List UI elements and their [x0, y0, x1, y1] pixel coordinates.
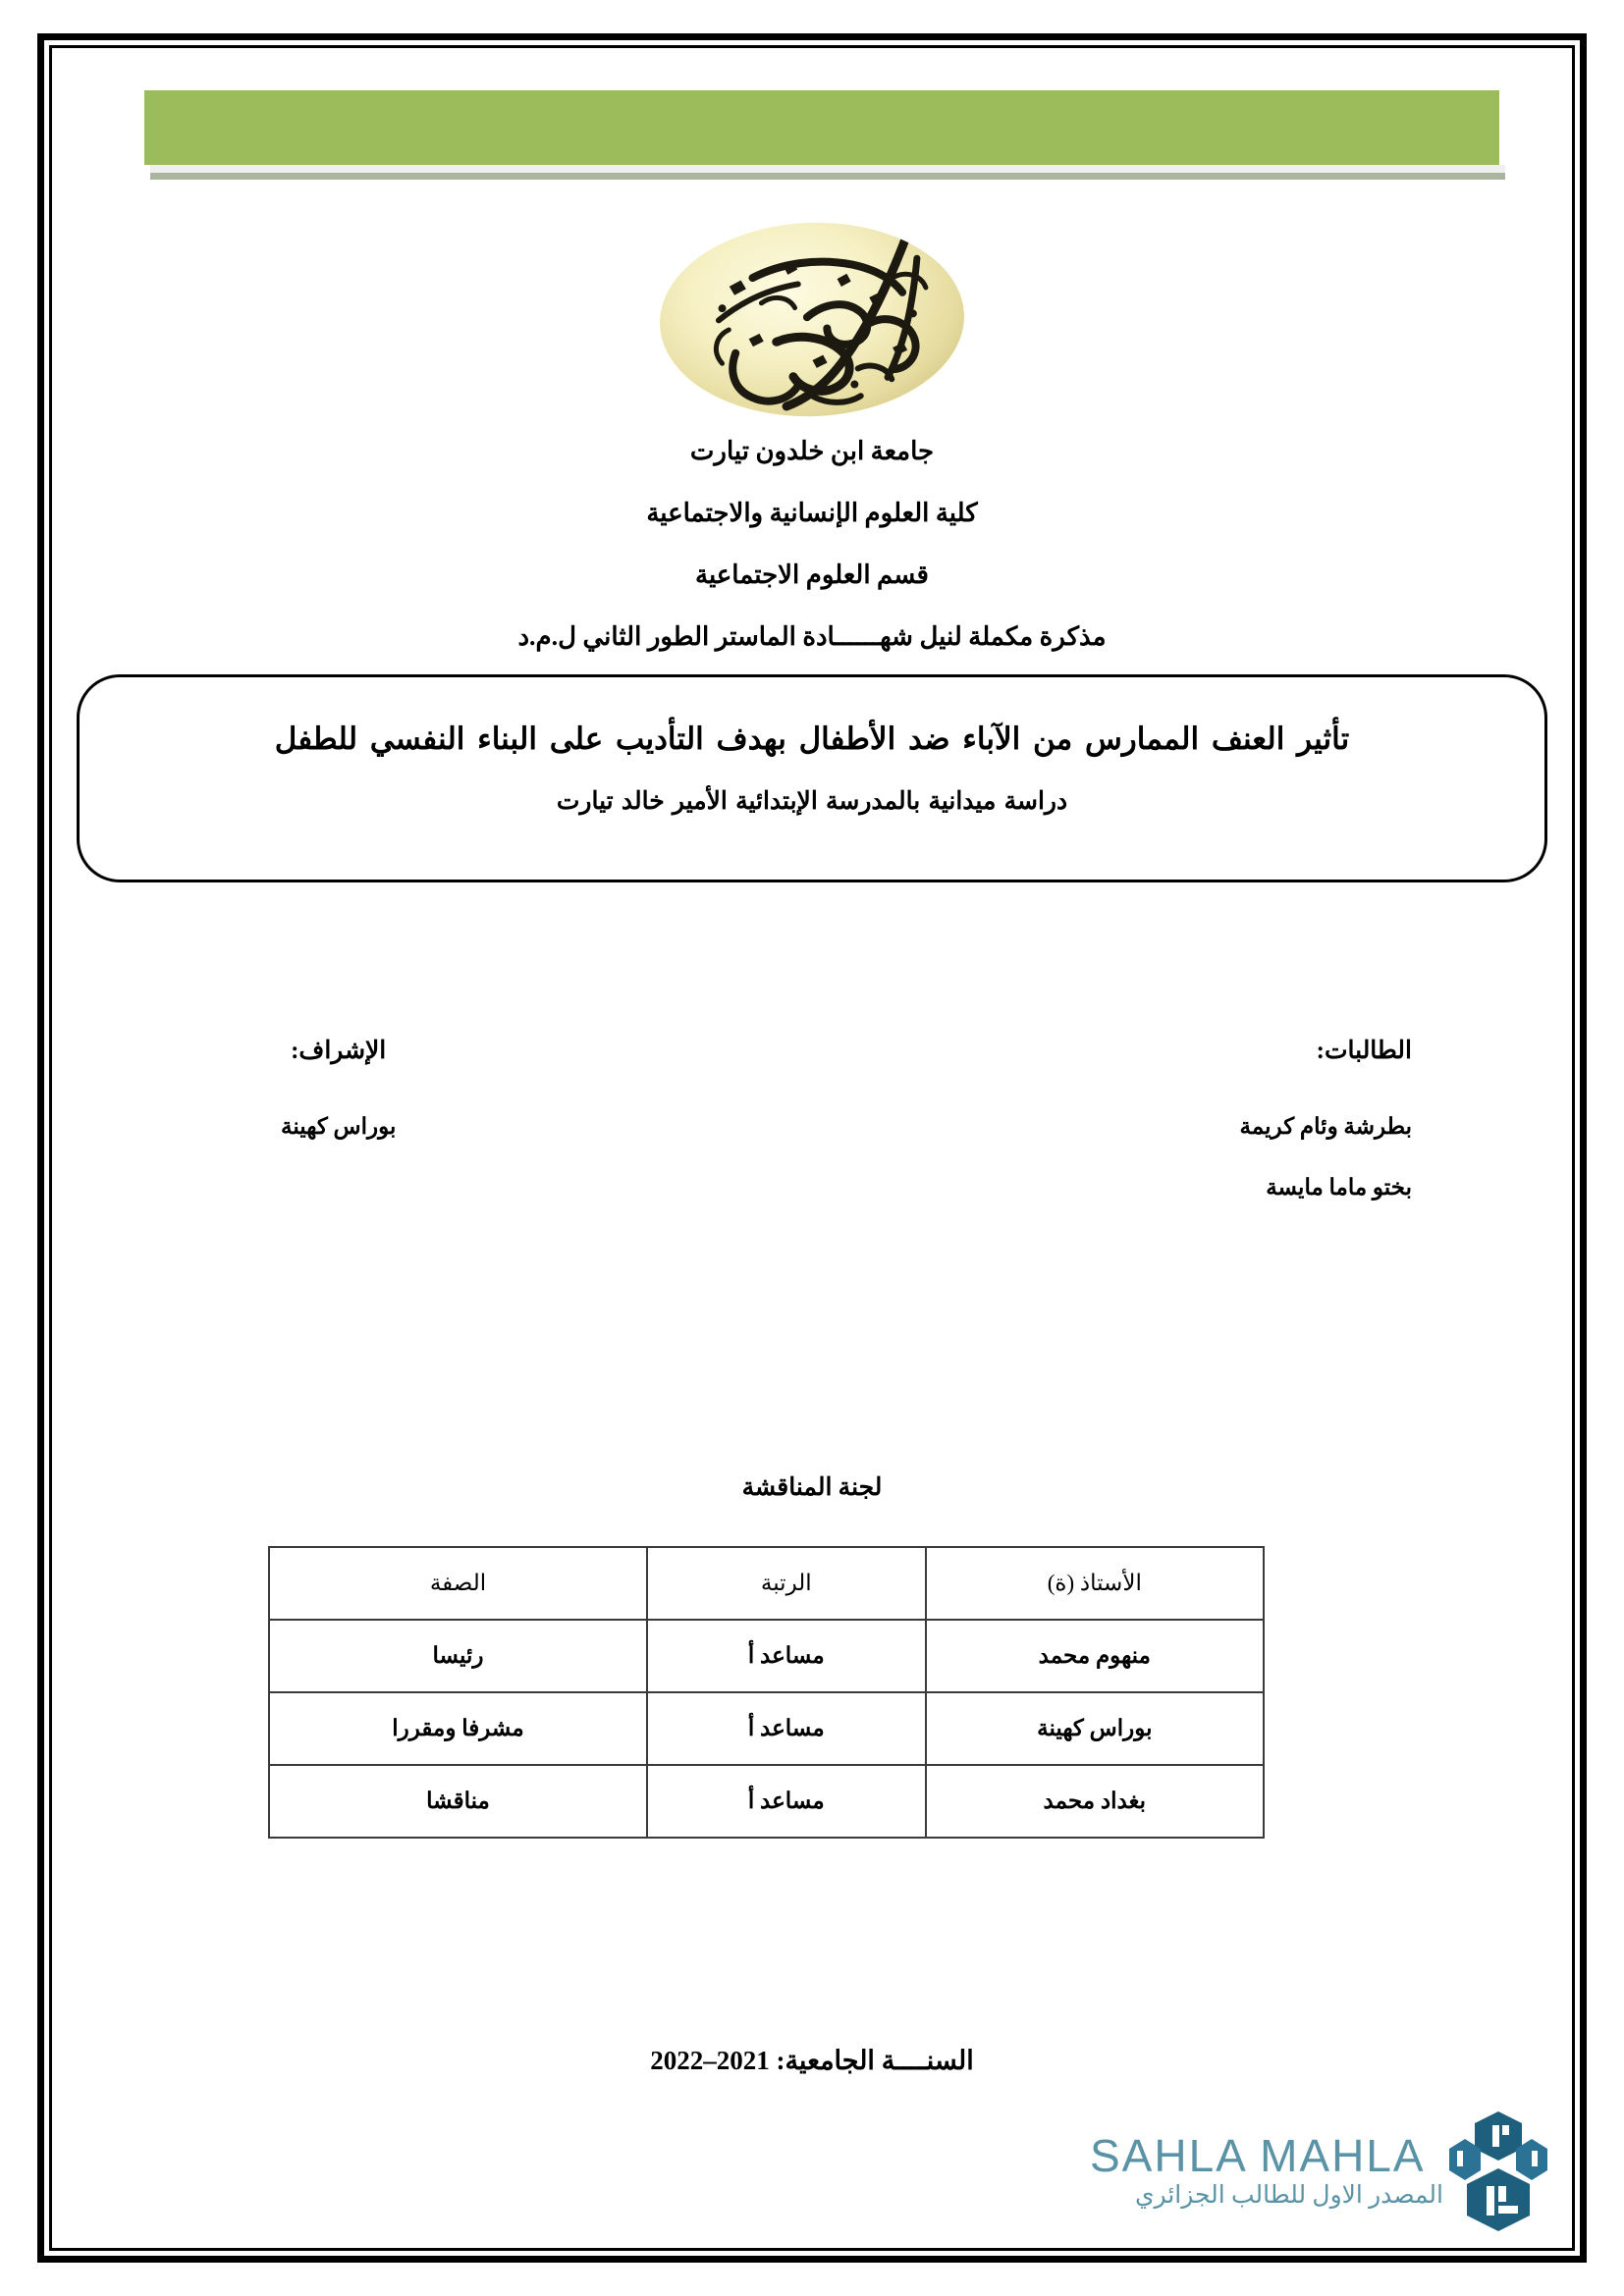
table-row: [269, 1765, 1264, 1838]
watermark-subtitle: المصدر الاول للطالب الجزائري: [1134, 2182, 1443, 2209]
jury-role: مناقشا: [269, 1765, 647, 1838]
authorship-block: [55, 1036, 1569, 1232]
supervisor-column: [281, 1036, 396, 1175]
jury-professor: منهوم محمد: [926, 1620, 1264, 1692]
academic-year: السنــــة الجامعية: 2021–2022: [650, 2046, 974, 2075]
page-content: [55, 51, 1569, 2245]
students-heading: الطالبات:: [1316, 1038, 1412, 1064]
column-header-role: الصفة: [269, 1547, 647, 1620]
jury-professor: بوراس كهينة: [926, 1692, 1264, 1765]
student-name: بختو ماما مايسة: [1266, 1175, 1412, 1200]
students-column: [1240, 1036, 1413, 1236]
watermark-text: [1090, 2130, 1443, 2210]
jury-rank: مساعد أ: [647, 1692, 926, 1765]
jury-professor: بغداد محمد: [926, 1765, 1264, 1838]
header-line-department: قسم العلوم الاجتماعية: [695, 561, 929, 589]
jury-rank: مساعد أ: [647, 1765, 926, 1838]
table-header-row: [269, 1547, 1264, 1620]
table-row: [269, 1692, 1264, 1765]
jury-table: [268, 1546, 1265, 1839]
jury-role: رئيسا: [269, 1620, 647, 1692]
header-line-degree: مذكرة مكملة لنيل شهــــــادة الماستر الطور الثاني ل.م.د: [517, 622, 1107, 651]
watermark: [1090, 2109, 1551, 2237]
banner-fill: [144, 90, 1499, 165]
table-row: [269, 1620, 1264, 1692]
header-banner: [144, 90, 1499, 173]
thesis-title-box: [77, 674, 1547, 882]
banner-shadow-dark: [150, 173, 1505, 180]
thesis-title: تأثير العنف الممارس من الآباء ضد الأطفال بهدف التأديب على البناء النفسي للطفل: [274, 721, 1350, 756]
column-header-rank: الرتبة: [647, 1547, 926, 1620]
thesis-subtitle: دراسة ميدانية بالمدرسة الإبتدائية الأمير خالد تيارت: [556, 787, 1068, 815]
university-seal-icon: [657, 218, 968, 422]
header-line-university: جامعة ابن خلدون تيارت: [689, 437, 935, 465]
column-header-professor: الأستاذ (ة): [926, 1547, 1264, 1620]
banner-shadow-light: [150, 165, 1505, 173]
header-line-faculty: كلية العلوم الإنسانية والاجتماعية: [646, 499, 978, 527]
supervisor-heading: الإشراف:: [291, 1038, 387, 1064]
jury-rank: مساعد أ: [647, 1620, 926, 1692]
watermark-title: SAHLA MAHLA: [1090, 2130, 1426, 2181]
student-name: بطرشة وئام كريمة: [1239, 1114, 1412, 1139]
sahla-mahla-logo-icon: [1445, 2109, 1551, 2232]
supervisor-name: بوراس كهينة: [281, 1114, 397, 1139]
jury-caption: لجنة المناقشة: [741, 1474, 883, 1501]
jury-role: مشرفا ومقررا: [269, 1692, 647, 1765]
university-logo: [55, 223, 1569, 416]
